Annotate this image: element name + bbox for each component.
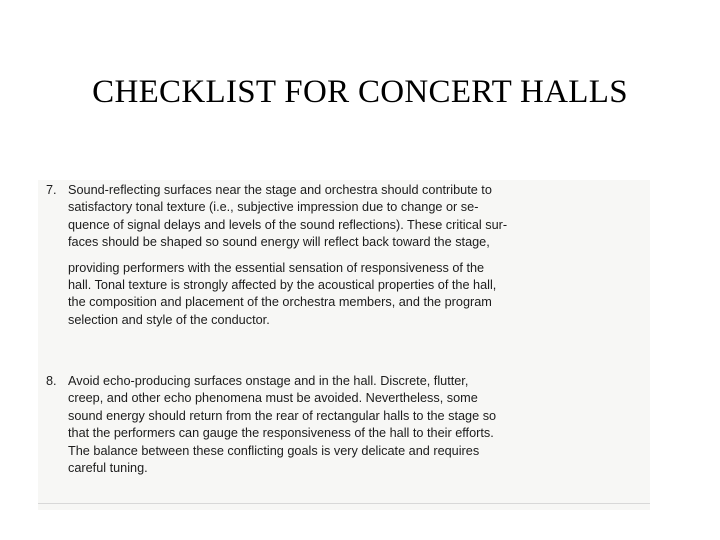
item-line: Sound-reflecting surfaces near the stage and orchestra should contribute to <box>68 183 492 197</box>
item-line: selection and style of the conductor. <box>68 312 270 327</box>
item-number: 7. <box>46 183 57 197</box>
item-line: that the performers can gauge the responsiveness of the hall to their efforts. <box>68 426 494 441</box>
item-line: faces should be shaped so sound energy will reflect back toward the stage, <box>68 235 490 250</box>
item-line: satisfactory tonal texture (i.e., subjective impression due to change or se- <box>68 200 479 215</box>
checklist-item-7 <box>46 182 636 329</box>
item-line: quence of signal delays and levels of the sound reflections). These critical sur- <box>68 217 508 232</box>
slide-title: CHECKLIST FOR CONCERT HALLS <box>92 74 628 110</box>
item-line: hall. Tonal texture is strongly affected by the acoustical properties of the hall, <box>68 278 497 293</box>
item-line: creep, and other echo phenomena must be avoided. Nevertheless, some <box>68 391 478 406</box>
scanned-text-image <box>38 180 650 510</box>
item-number: 8. <box>46 374 57 388</box>
item-line: careful tuning. <box>68 461 148 476</box>
scan-edge-line <box>38 503 650 504</box>
item-line: providing performers with the essential sensation of responsiveness of the <box>68 260 485 275</box>
item-line: The balance between these conflicting goals is very delicate and requires <box>68 443 480 458</box>
item-line: the composition and placement of the orchestra members, and the program <box>68 295 492 310</box>
checklist-item-8 <box>46 373 636 477</box>
item-line: Avoid echo-producing surfaces onstage and in the hall. Discrete, flutter, <box>68 374 469 388</box>
item-line: sound energy should return from the rear of rectangular halls to the stage so <box>68 408 497 423</box>
